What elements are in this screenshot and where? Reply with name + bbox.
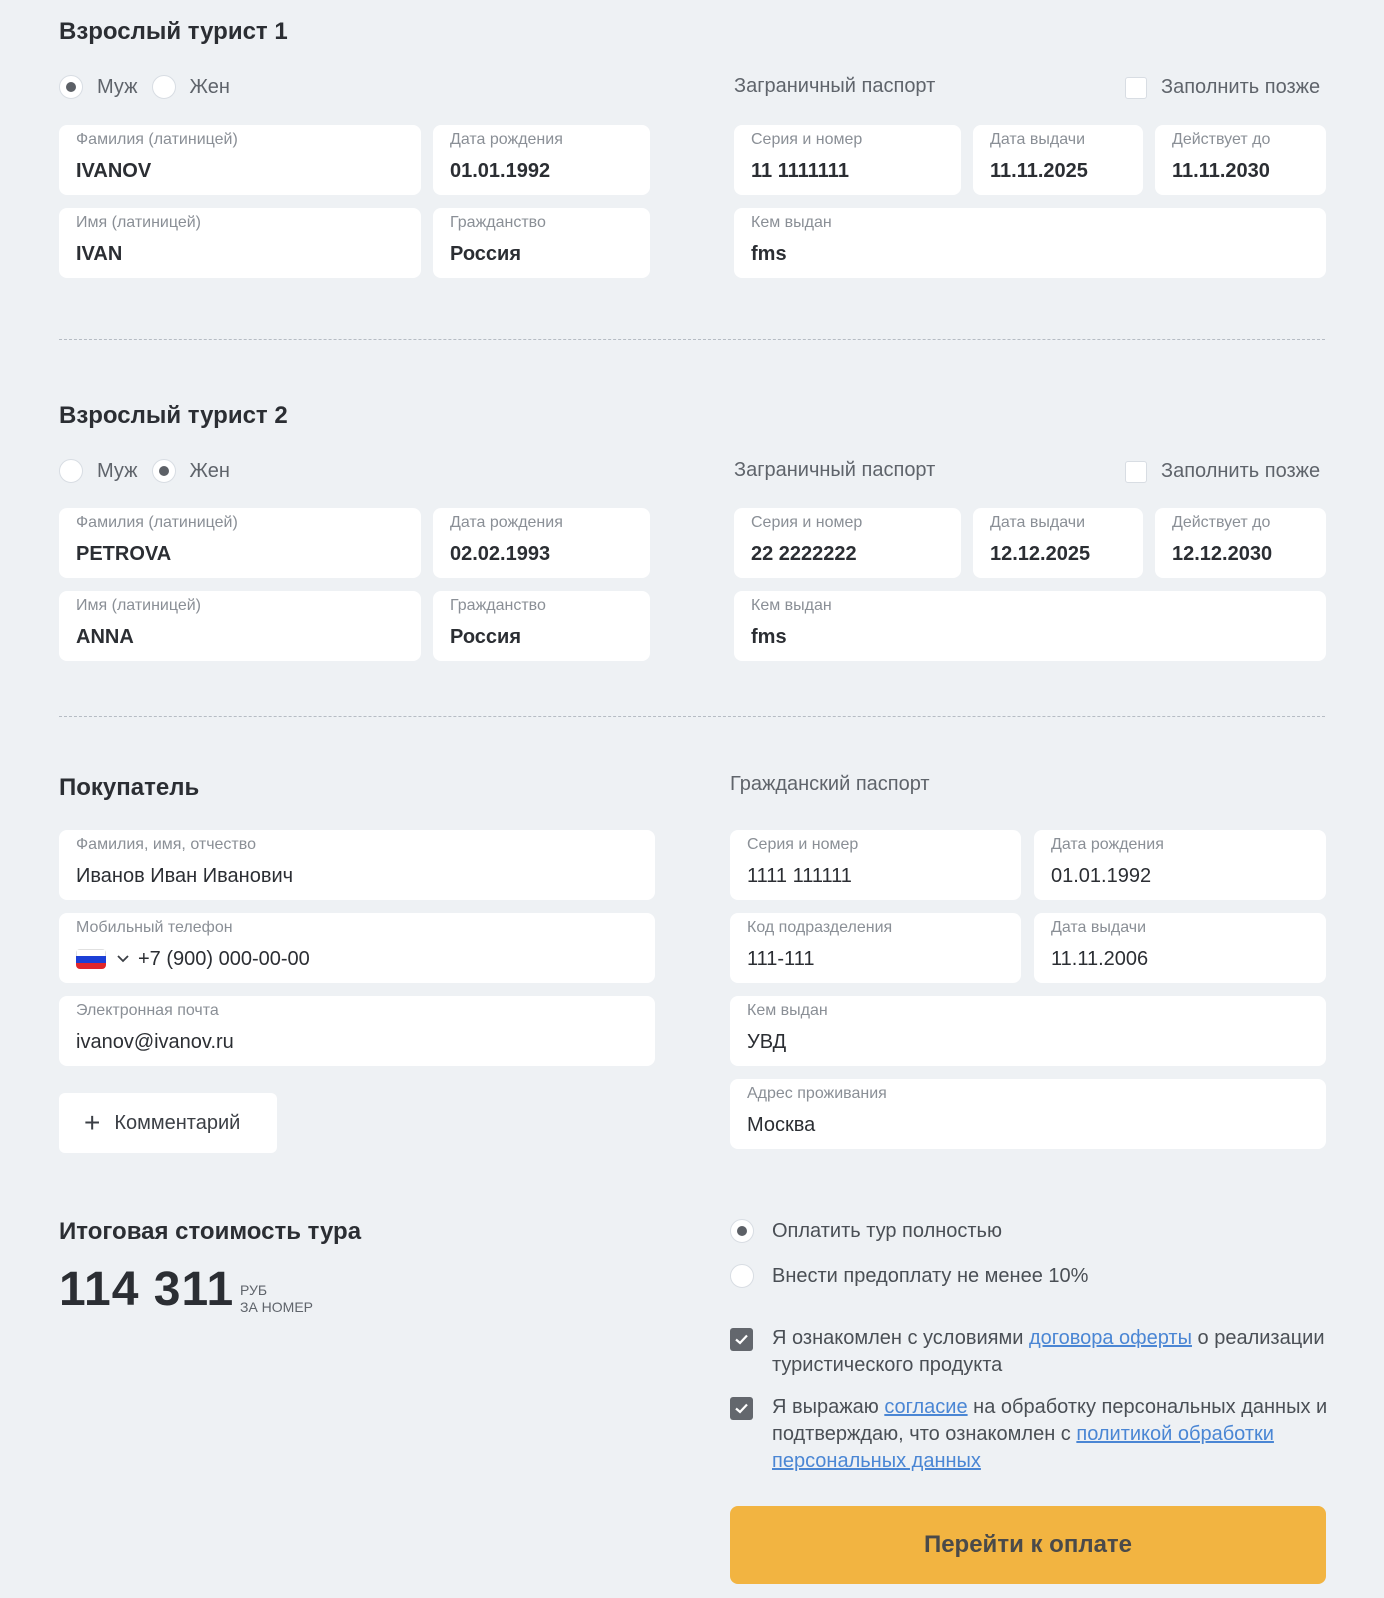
field-label: Фамилия, имя, отчество (76, 836, 256, 853)
field-label: Серия и номер (751, 514, 863, 531)
tourist-2-fill-later[interactable] (1125, 460, 1320, 483)
field-label: Адрес проживания (747, 1085, 887, 1102)
total-price: 114 311 (59, 1263, 235, 1316)
field-label: Дата выдачи (990, 131, 1086, 148)
radio-icon (152, 75, 176, 99)
civil-issued-field[interactable] (1034, 913, 1326, 983)
buyer-email-field[interactable] (59, 996, 655, 1066)
radio-icon (730, 1264, 754, 1288)
fill-later-label: Заполнить позже (1161, 76, 1321, 98)
radio-icon (730, 1219, 754, 1243)
field-value: ANNA (76, 626, 134, 648)
offer-text (772, 1325, 1330, 1379)
check-icon (734, 1332, 749, 1347)
gender-male-label: Муж (97, 459, 138, 482)
tourist-2-surname-field[interactable] (59, 508, 421, 578)
field-value: fms (751, 626, 787, 648)
field-label: Действует до (1172, 514, 1271, 531)
field-label: Гражданство (450, 214, 546, 231)
consent-text-pre: Я выражаю (772, 1396, 885, 1418)
checkbox-icon (1125, 461, 1147, 483)
tourist-2-passport-number-field[interactable] (734, 508, 961, 578)
civil-birth-field[interactable] (1034, 830, 1326, 900)
field-label: Дата выдачи (1051, 919, 1147, 936)
field-label: Серия и номер (751, 131, 863, 148)
tourist-1-passport-issuer-field[interactable] (734, 208, 1326, 278)
civil-code-field[interactable] (730, 913, 1021, 983)
field-label: Мобильный телефон (76, 919, 233, 936)
field-value: Россия (450, 626, 522, 648)
gender-male-label: Муж (97, 75, 138, 98)
field-value: Москва (747, 1114, 816, 1136)
tourist-1-passport-valid-field[interactable] (1155, 125, 1326, 195)
radio-icon (59, 459, 83, 483)
field-value: IVANOV (76, 160, 152, 182)
tourist-1-passport-number-field[interactable] (734, 125, 961, 195)
field-value: Россия (450, 243, 522, 265)
field-value: Иванов Иван Иванович (76, 865, 294, 887)
total-title: Итоговая стоимость тура (59, 1218, 362, 1245)
field-value: 01.01.1992 (1051, 865, 1152, 887)
pay-full-label: Оплатить тур полностью (772, 1219, 1002, 1242)
field-value: 11 1111111 (751, 160, 849, 182)
field-value: +7 (900) 000-00-00 (138, 948, 310, 970)
comment-button-label: Комментарий (114, 1111, 241, 1134)
pay-prepay-option[interactable] (730, 1264, 1088, 1288)
civil-passport-label: Гражданский паспорт (730, 773, 930, 795)
section-divider (59, 716, 1325, 717)
tourist-2-gender-male[interactable] (59, 459, 138, 483)
field-value: 01.01.1992 (450, 160, 551, 182)
tourist-2-title: Взрослый турист 2 (59, 402, 288, 429)
offer-text-post: о реализации туристического продукта (772, 1327, 1325, 1376)
tourist-1-passport-issued-field[interactable] (973, 125, 1143, 195)
consent-text-mid: на обработку персональных данных и подтверждаю, что ознакомлен с (772, 1396, 1328, 1445)
gender-female-label: Жен (189, 459, 230, 482)
offer-link[interactable]: договора оферты (1028, 1327, 1192, 1349)
field-value: 11.11.2006 (1051, 948, 1149, 970)
tourist-1-name-field[interactable] (59, 208, 421, 278)
field-value: 22 2222222 (751, 543, 857, 565)
field-value: 12.12.2025 (990, 543, 1091, 565)
field-value: 02.02.1993 (450, 543, 551, 565)
per-room-label: ЗА НОМЕР (240, 1299, 314, 1315)
tourist-1-title: Взрослый турист 1 (59, 18, 288, 45)
offer-text-pre: Я ознакомлен с условиями (772, 1327, 1029, 1349)
tourist-1-fill-later[interactable] (1125, 76, 1320, 99)
field-label: Серия и номер (747, 836, 859, 853)
field-value: ivanov@ivanov.ru (76, 1031, 234, 1053)
field-label: Кем выдан (751, 597, 832, 614)
field-label: Действует до (1172, 131, 1271, 148)
civil-number-field[interactable] (730, 830, 1021, 900)
chevron-down-icon[interactable] (114, 950, 132, 968)
field-label: Кем выдан (751, 214, 832, 231)
tourist-2-name-field[interactable] (59, 591, 421, 661)
field-label: Фамилия (латиницей) (76, 131, 238, 148)
russia-flag-icon[interactable] (76, 949, 106, 969)
tourist-1-doc-label: Заграничный паспорт (734, 75, 936, 97)
field-value: 12.12.2030 (1172, 543, 1273, 565)
field-label: Имя (латиницей) (76, 597, 202, 614)
gender-female-label: Жен (189, 75, 230, 98)
field-label: Дата выдачи (990, 514, 1086, 531)
field-value: 11.11.2025 (990, 160, 1088, 182)
tourist-1-gender (59, 75, 244, 99)
privacy-policy-link[interactable]: политикой обработки персональных данных (772, 1423, 1274, 1472)
check-icon (734, 1401, 749, 1416)
buyer-fio-field[interactable] (59, 830, 655, 900)
tourist-1-gender-female[interactable] (152, 75, 230, 99)
field-label: Кем выдан (747, 1002, 828, 1019)
buyer-title: Покупатель (59, 774, 200, 801)
tourist-2-citizenship-field[interactable] (433, 591, 650, 661)
tourist-2-doc-label: Заграничный паспорт (734, 459, 936, 481)
field-value: fms (751, 243, 787, 265)
field-label: Дата рождения (450, 514, 563, 531)
tourist-2-gender (59, 459, 244, 483)
civil-issuer-field[interactable] (730, 996, 1326, 1066)
radio-icon (152, 459, 176, 483)
pay-prepay-label: Внести предоплату не менее 10% (772, 1264, 1089, 1287)
offer-agreement (730, 1325, 1330, 1379)
add-comment-button[interactable] (59, 1093, 277, 1153)
field-label: Гражданство (450, 597, 546, 614)
field-label: Код подразделения (747, 919, 893, 936)
field-value: 1111 111111 (747, 865, 852, 887)
consent-link[interactable]: согласие (884, 1396, 968, 1418)
field-value: УВД (747, 1031, 787, 1053)
tourist-2-birth-field[interactable] (433, 508, 650, 578)
section-divider (59, 339, 1325, 340)
field-value: PETROVA (76, 543, 172, 565)
field-label: Имя (латиницей) (76, 214, 202, 231)
civil-address-field[interactable] (730, 1079, 1326, 1149)
currency-label: РУБ (240, 1282, 268, 1298)
radio-icon (59, 75, 83, 99)
field-value: IVAN (76, 243, 123, 265)
field-label: Электронная почта (76, 1002, 219, 1019)
field-label: Фамилия (латиницей) (76, 514, 238, 531)
offer-checkbox[interactable] (730, 1328, 753, 1351)
tourist-2-passport-issuer-field[interactable] (734, 591, 1326, 661)
tourist-2-passport-valid-field[interactable] (1155, 508, 1326, 578)
price-currency (240, 1282, 313, 1316)
field-label: Дата рождения (1051, 836, 1164, 853)
checkbox-icon (1125, 77, 1147, 99)
tourist-1-gender-male[interactable] (59, 75, 138, 99)
field-value: 11.11.2030 (1172, 160, 1270, 182)
tourist-2-gender-female[interactable] (152, 459, 230, 483)
consent-checkbox[interactable] (730, 1397, 753, 1420)
pay-full-option[interactable] (730, 1219, 1002, 1243)
go-to-payment-button[interactable]: Перейти к оплате (730, 1506, 1326, 1584)
consent-agreement (730, 1394, 1330, 1475)
tourist-2-passport-issued-field[interactable] (973, 508, 1143, 578)
field-value: 111-111 (747, 948, 815, 970)
tourist-1-surname-field[interactable] (59, 125, 421, 195)
buyer-phone-field[interactable] (59, 913, 655, 983)
consent-text (772, 1394, 1330, 1475)
tourist-1-birth-field[interactable] (433, 125, 650, 195)
tourist-1-citizenship-field[interactable] (433, 208, 650, 278)
fill-later-label: Заполнить позже (1161, 460, 1321, 482)
field-label: Дата рождения (450, 131, 563, 148)
plus-icon: + (84, 1107, 101, 1138)
